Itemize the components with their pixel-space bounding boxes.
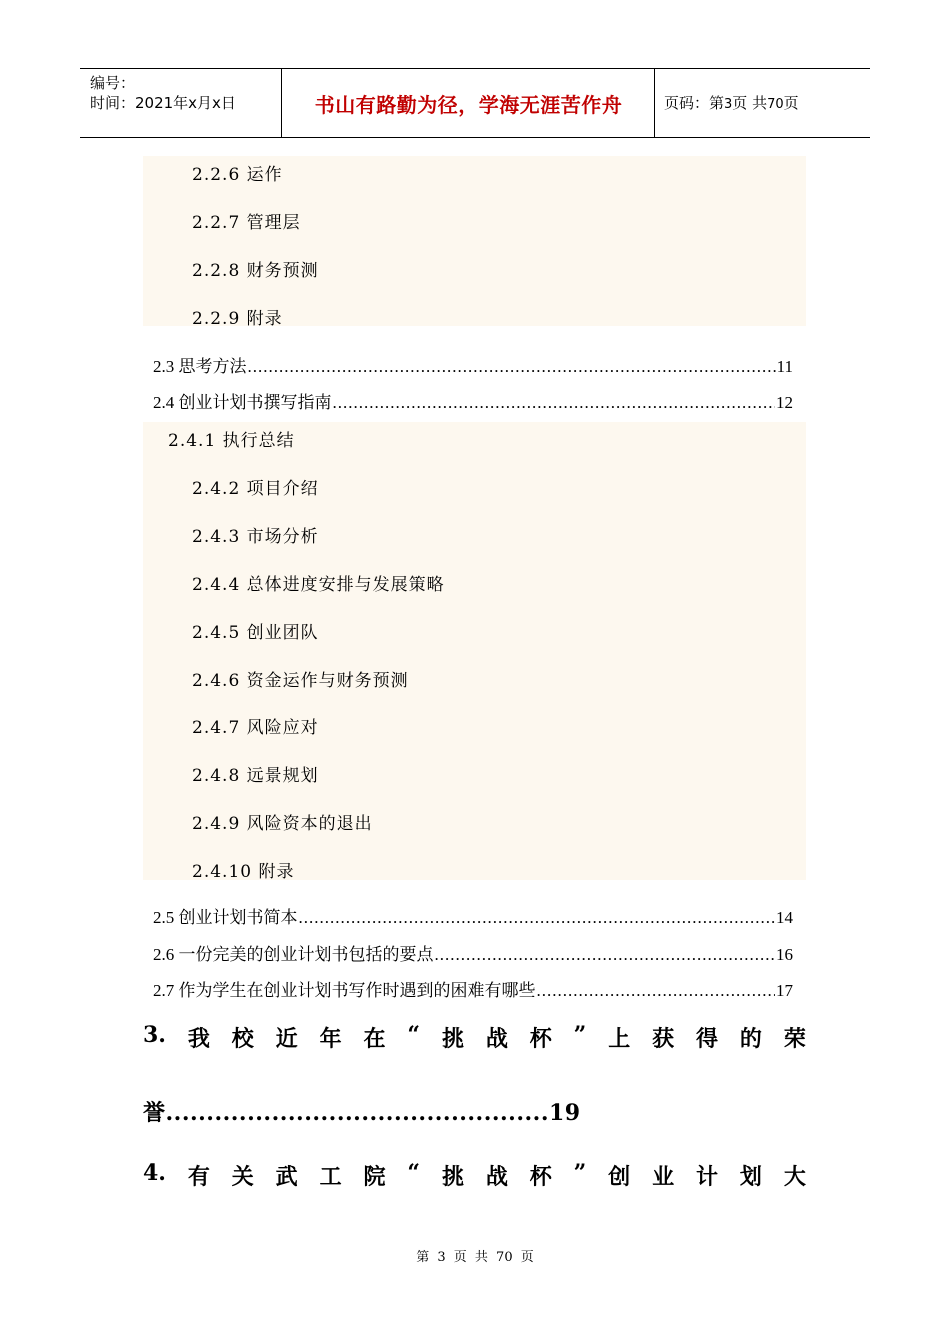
toc-subitem[interactable]: 2.4.6 资金运作与财务预测 bbox=[192, 671, 409, 691]
header-page-info: 页码：第3页 共70页 bbox=[664, 94, 799, 112]
toc-label: 2.3 思考方法 bbox=[153, 357, 247, 376]
toc-page: 12 bbox=[776, 393, 793, 412]
header-divider bbox=[654, 69, 655, 137]
toc-leader bbox=[248, 357, 776, 377]
toc-subitem[interactable]: 2.4.8 远景规划 bbox=[192, 766, 319, 786]
serial-label: 编号： bbox=[90, 74, 136, 92]
toc-leader bbox=[333, 393, 776, 413]
toc-row[interactable] bbox=[153, 352, 793, 377]
header-meta bbox=[90, 73, 236, 113]
toc-section-4-line1[interactable]: 4. 有 关 武 工 院 “ 挑 战 杯 ” 创 业 计 划 大 bbox=[143, 1160, 806, 1190]
toc-page: 14 bbox=[776, 908, 793, 927]
toc-subitem[interactable]: 2.4.4 总体进度安排与发展策略 bbox=[192, 575, 445, 595]
page-footer: 第 3 页 共 70 页 bbox=[416, 1250, 534, 1265]
toc-leader bbox=[435, 945, 776, 965]
toc-section-3-line1[interactable]: 3. 我 校 近 年 在 “ 挑 战 杯 ” 上 获 得 的 荣 bbox=[143, 1022, 806, 1052]
header-page-total: 70 bbox=[767, 97, 784, 112]
toc-subitem[interactable]: 2.4.10 附录 bbox=[192, 862, 295, 882]
toc-section-3-line2[interactable]: 誉...............................................19 bbox=[143, 1100, 581, 1126]
toc-label: 2.4 创业计划书撰写指南 bbox=[153, 393, 332, 412]
toc-row[interactable] bbox=[153, 903, 793, 928]
toc-subitem[interactable]: 2.2.6 运作 bbox=[192, 165, 283, 185]
toc-leader bbox=[299, 908, 776, 928]
toc-label: 2.7 作为学生在创业计划书写作时遇到的困难有哪些 bbox=[153, 981, 536, 1000]
toc-row[interactable] bbox=[153, 388, 793, 413]
toc-subitem[interactable]: 2.2.8 财务预测 bbox=[192, 261, 319, 281]
toc-label: 2.6 一份完美的创业计划书包括的要点 bbox=[153, 945, 434, 964]
toc-subitem[interactable]: 2.4.3 市场分析 bbox=[192, 527, 319, 547]
toc-page: 17 bbox=[776, 981, 793, 1000]
toc-subitem[interactable]: 2.4.5 创业团队 bbox=[192, 623, 319, 643]
toc-subitem[interactable]: 2.4.2 项目介绍 bbox=[192, 479, 319, 499]
toc-page: 11 bbox=[776, 357, 793, 376]
header-page-num: 3 bbox=[724, 97, 733, 112]
header-motto: 书山有路勤为径，学海无涯苦作舟 bbox=[314, 93, 623, 117]
toc-label: 2.5 创业计划书简本 bbox=[153, 908, 298, 927]
page-header bbox=[80, 68, 870, 138]
toc-page: 16 bbox=[776, 945, 793, 964]
toc-row[interactable] bbox=[153, 976, 793, 1001]
toc-leader bbox=[537, 981, 776, 1001]
toc-subitem[interactable]: 2.4.7 风险应对 bbox=[192, 718, 319, 738]
toc-subitem[interactable]: 2.2.9 附录 bbox=[192, 309, 283, 329]
toc-row[interactable] bbox=[153, 940, 793, 965]
toc-subitem[interactable]: 2.4.9 风险资本的退出 bbox=[192, 814, 373, 834]
toc-subitem[interactable]: 2.4.1 执行总结 bbox=[168, 431, 295, 451]
toc-subitem[interactable]: 2.2.7 管理层 bbox=[192, 213, 301, 233]
time-label: 时间：2021年x月x日 bbox=[90, 94, 236, 112]
